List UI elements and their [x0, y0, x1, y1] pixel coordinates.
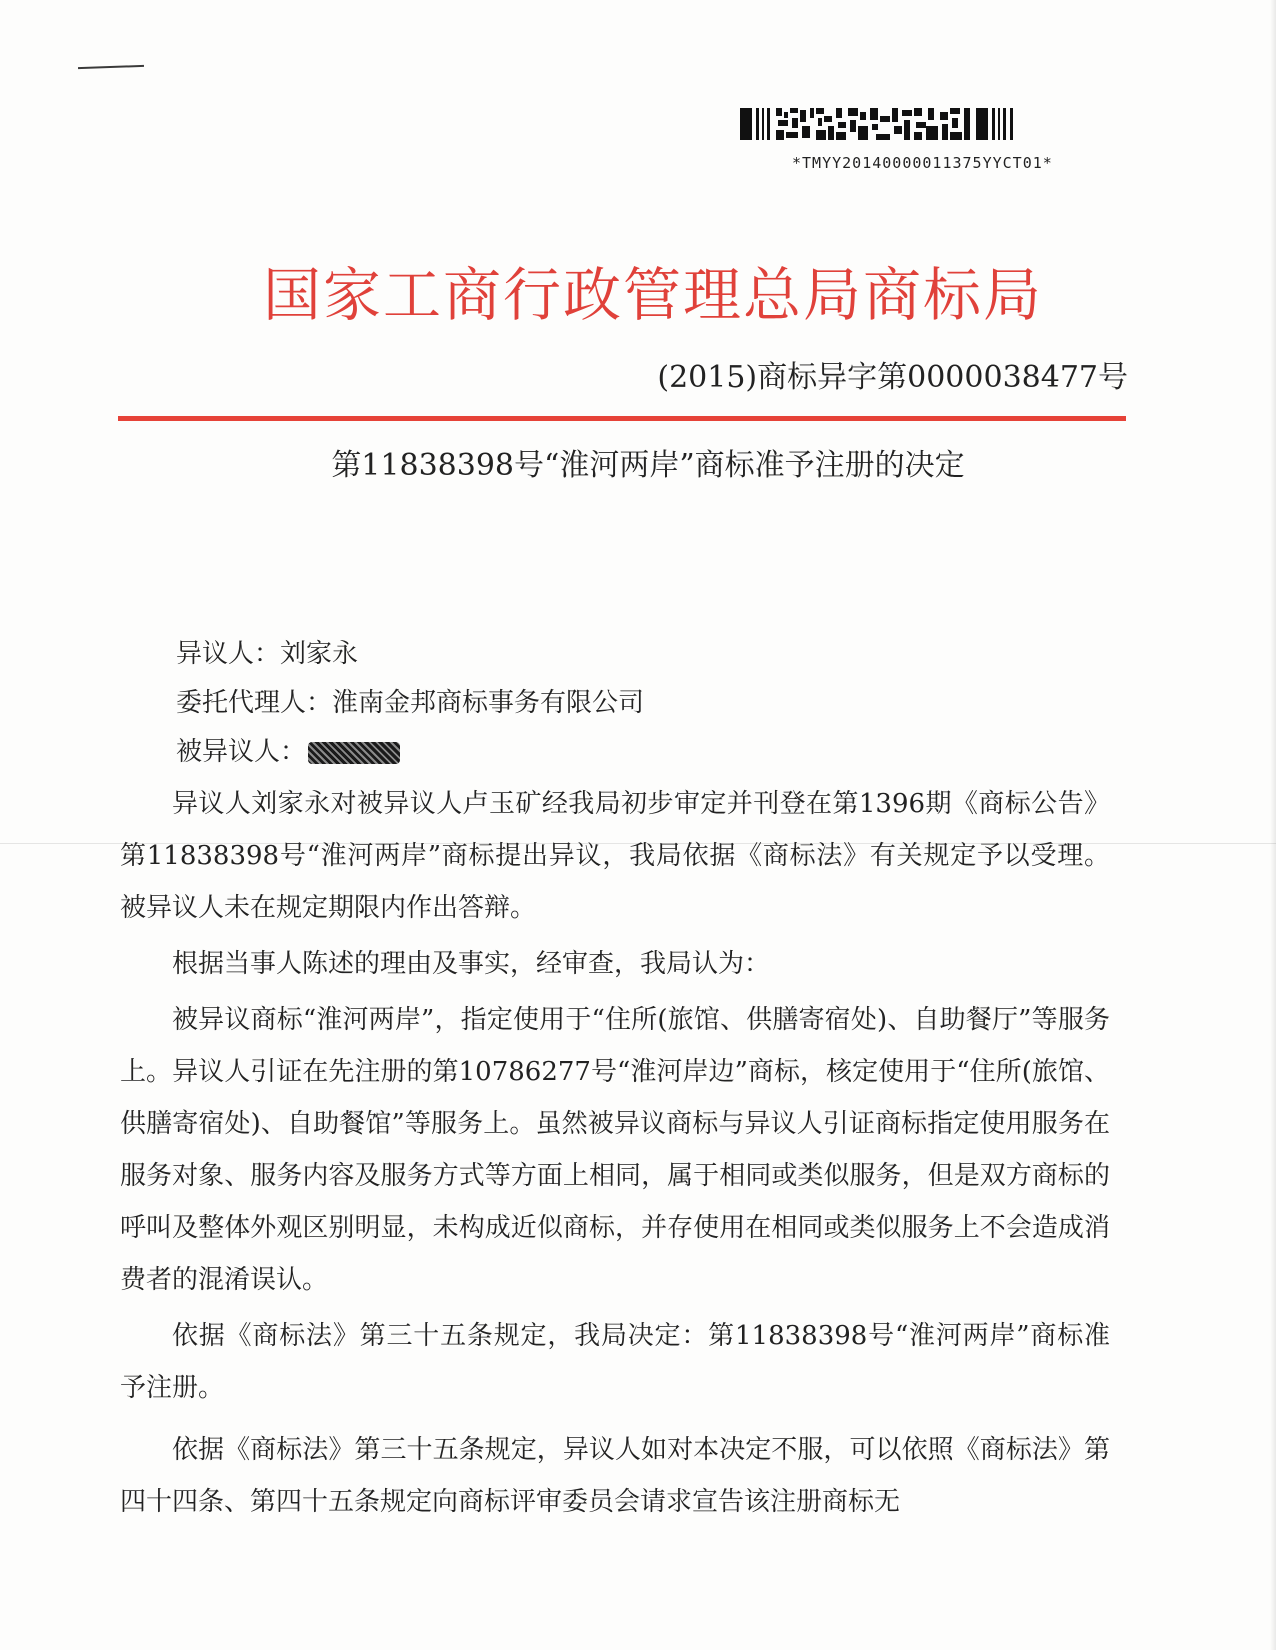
- party-respondent: [176, 728, 644, 777]
- parties-list: [176, 630, 644, 777]
- red-divider: [118, 416, 1126, 421]
- paragraph: 根据当事人陈述的理由及事实，经审查，我局认为：: [172, 949, 771, 979]
- page-edge: [1270, 0, 1276, 1650]
- agency-title: 国家工商行政管理总局商标局: [262, 261, 1043, 329]
- barcode: [740, 106, 1110, 176]
- barcode-icon: [740, 106, 1040, 142]
- decision-body: [120, 778, 1110, 1528]
- document-number: (2015)商标异字第0000038477号: [657, 360, 1128, 395]
- party-label: 异议人：: [176, 639, 281, 669]
- barcode-caption: *TMYY20140000011375YYCT01*: [792, 154, 1053, 172]
- decision-title: 第11838398号“淮河两岸”商标准予注册的决定: [331, 448, 965, 483]
- party-label: 委托代理人：: [176, 688, 333, 718]
- redaction-mark: [308, 742, 400, 764]
- party-value: 刘家永: [280, 639, 359, 669]
- party-opponent: [176, 630, 644, 679]
- party-agent: [176, 679, 644, 728]
- party-label: 被异议人：: [176, 737, 307, 767]
- party-value: 淮南金邦商标事务有限公司: [332, 688, 645, 718]
- paragraph: 被异议商标“淮河两岸”，指定使用于“住所(旅馆、供膳寄宿处)、自助餐厅”等服务上。异议人引证在先注册的第10786277号“淮河岸边”商标，核定使用于“住所(旅馆、供膳寄宿处)、自助餐馆”等服务上。虽然被异议商标与异议人引证商标指定使用服务在服务对象、服务内容及服务方式等方面上相同，属于相同或类似服务，但是双方商标的呼叫及整体外观区别明显，未构成近似商标，并存使用在相同或类似服务上不会造成消费者的混淆误认。: [120, 1005, 1110, 1295]
- paragraph: 依据《商标法》第三十五条规定，我局决定：第11838398号“淮河两岸”商标准予注册。: [120, 1321, 1110, 1403]
- paragraph: 异议人刘家永对被异议人卢玉矿经我局初步审定并刊登在第1396期《商标公告》第11838398号“淮河两岸”商标提出异议，我局依据《商标法》有关规定予以受理。被异议人未在规定期限内作出答辩。: [120, 789, 1110, 923]
- paragraph: 依据《商标法》第三十五条规定，异议人如对本决定不服，可以依照《商标法》第四十四条、第四十五条规定向商标评审委员会请求宣告该注册商标无: [120, 1435, 1110, 1517]
- pen-mark: [78, 65, 144, 69]
